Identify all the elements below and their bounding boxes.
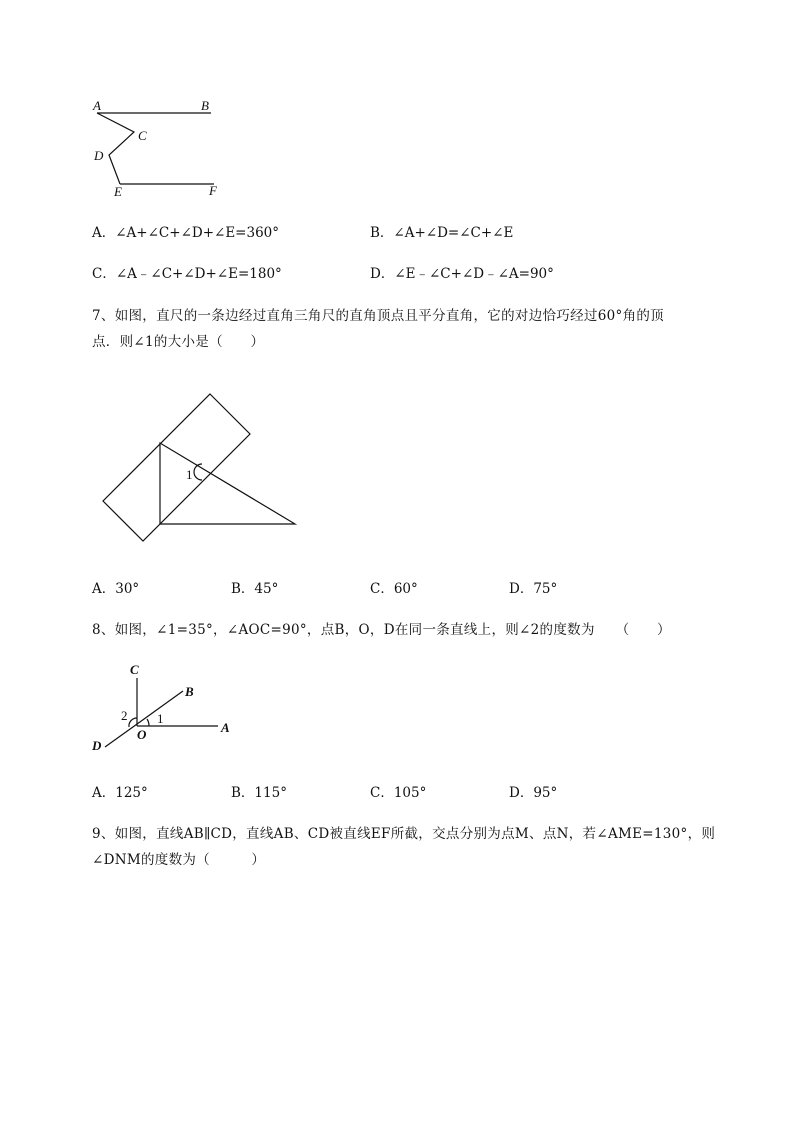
label-d: D [92, 738, 102, 753]
q7-option-c[interactable]: C．60° [370, 581, 418, 597]
figure-q8 [88, 660, 248, 760]
label-a: A [221, 720, 230, 735]
angle-1-label: 1 [186, 467, 193, 482]
label-a: A [93, 98, 101, 113]
q6-option-a[interactable]: A．∠A+∠C+∠D+∠E=360° [92, 225, 280, 241]
q8-option-d[interactable]: D．95° [509, 785, 558, 801]
figure-q6 [84, 96, 234, 202]
q9-stem-line2: ∠DNM的度数为（ ） [92, 852, 266, 868]
figure-q7 [96, 388, 306, 548]
label-e: E [114, 184, 122, 199]
q9-stem-line1: 9、如图，直线AB∥CD，直线AB、CD被直线EF所截，交点分别为点M、点N，若∠AME=130°，则 [92, 826, 716, 842]
q8-option-b[interactable]: B．115° [231, 785, 287, 801]
label-c: C [130, 662, 139, 677]
q6-option-d[interactable]: D．∠E﹣∠C+∠D﹣∠A=90° [370, 266, 554, 282]
label-b: B [201, 98, 209, 113]
q7-option-b[interactable]: B．45° [231, 581, 279, 597]
q8-option-c[interactable]: C．105° [370, 785, 427, 801]
q8-stem: 8、如图，∠1=35°，∠AOC=90°，点B，O，D在同一条直线上，则∠2的度数为 （ ） [92, 622, 671, 638]
label-b: B [185, 684, 194, 699]
q6-option-b[interactable]: B．∠A+∠D=∠C+∠E [370, 225, 514, 241]
label-c: C [138, 128, 147, 143]
ruler-rectangle [103, 394, 250, 541]
angle-1-label: 1 [157, 711, 164, 726]
right-triangle [160, 443, 295, 524]
angle-1-arc [147, 719, 149, 726]
q8-option-a[interactable]: A．125° [92, 785, 148, 801]
angle-2-arc [129, 718, 137, 727]
angle-2-label: 2 [121, 708, 128, 723]
q7-option-d[interactable]: D．75° [509, 581, 558, 597]
q6-option-c[interactable]: C．∠A﹣∠C+∠D+∠E=180° [92, 266, 282, 282]
q7-option-a[interactable]: A．30° [92, 581, 140, 597]
label-o: O [137, 727, 147, 742]
label-f: F [209, 183, 217, 198]
label-d: D [94, 148, 104, 163]
q7-stem-line1: 7、如图，直尺的一条边经过直角三角尺的直角顶点且平分直角，它的对边恰巧经过60°角的顶 [92, 308, 664, 324]
q7-stem-line2: 点．则∠1的大小是（ ） [92, 334, 265, 350]
